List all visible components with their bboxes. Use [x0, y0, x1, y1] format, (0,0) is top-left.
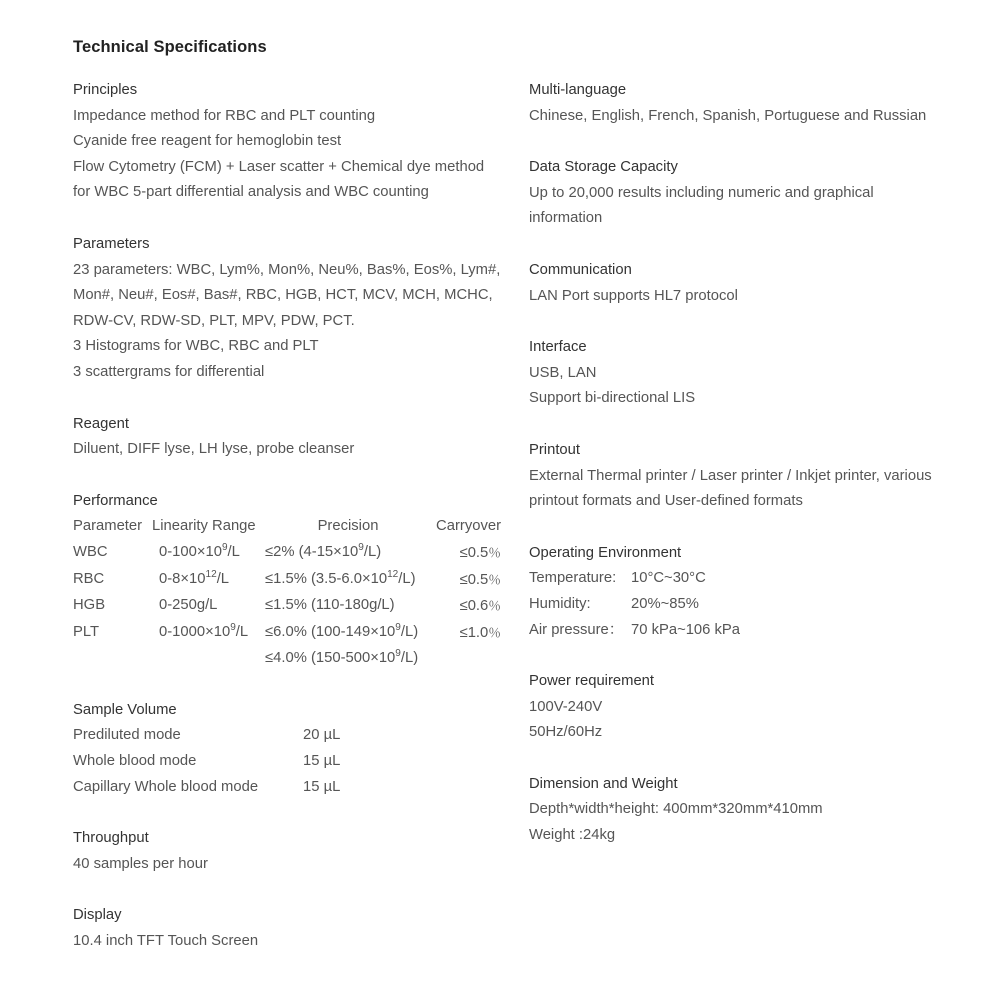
- section-performance: [73, 489, 513, 672]
- cell-linearity-range: 0-250g/L: [159, 597, 218, 614]
- section-heading-multi-language: Multi-language: [529, 82, 627, 98]
- section-heading-display: Display: [73, 907, 122, 924]
- cell-parameter: [73, 646, 152, 672]
- performance-table-header: [73, 514, 501, 540]
- cell-carryover: ≤1.0％: [459, 624, 501, 641]
- environment-label: Air pressure：: [529, 621, 624, 638]
- left-text-sections: [73, 78, 513, 463]
- cell-carryover: ≤0.5％: [459, 544, 501, 561]
- left-section-line: 23 parameters: WBC, Lym%, Mon%, Neu%, Bas%, Eos%, Lym#,: [73, 261, 501, 278]
- sample-volume-label: Prediluted mode: [73, 727, 181, 744]
- page-title: Technical Specifications: [73, 38, 267, 56]
- section-heading-throughput: Throughput: [73, 830, 149, 847]
- power-voltage: 100V-240V: [529, 698, 603, 715]
- table-row: [529, 592, 891, 618]
- cell-parameter: HGB: [73, 597, 106, 614]
- cell-linearity-range: $0-8\times 10^{12}/L$: [159, 568, 230, 587]
- left-section-line: Flow Cytometry (FCM) + Laser scatter + Chemical dye method: [73, 158, 485, 175]
- left-section-line: for WBC 5-part differential analysis and WBC counting: [73, 184, 429, 201]
- sample-volume-table: [73, 723, 423, 800]
- throughput-value: 40 samples per hour: [73, 855, 208, 872]
- cell-carryover: ≤0.6％: [459, 598, 501, 615]
- section-heading-communication: Communication: [529, 261, 632, 278]
- right-section-line: LAN Port supports HL7 protocol: [529, 287, 738, 304]
- right-section-line: information: [529, 210, 603, 227]
- cell-linearity-range: [152, 646, 265, 672]
- operating-environment-table-body: [529, 566, 891, 643]
- section-heading-performance: Performance: [73, 492, 158, 509]
- column-header-carryover: Carryover: [436, 518, 501, 535]
- table-row: [73, 593, 501, 620]
- column-header-parameter: Parameter: [73, 518, 143, 535]
- section-heading-data-storage-capacity: Data Storage Capacity: [529, 159, 678, 176]
- section-heading-sample-volume: Sample Volume: [73, 701, 177, 718]
- section-printout: [529, 438, 969, 515]
- right-text-sections: [529, 78, 969, 515]
- left-column: [73, 78, 513, 981]
- sample-volume-value: 20 µL: [303, 727, 341, 744]
- section-reagent: [73, 412, 513, 463]
- section-heading-dimension-and-weight: Dimension and Weight: [529, 775, 678, 792]
- section-heading-reagent: Reagent: [73, 415, 129, 432]
- left-section-line: 3 scattergrams for differential: [73, 363, 265, 380]
- section-display: [73, 903, 513, 954]
- section-data-storage-capacity: [529, 155, 969, 232]
- left-section-line: RDW-CV, RDW-SD, PLT, MPV, PDW, PCT.: [73, 312, 355, 329]
- left-section-line: Diluent, DIFF lyse, LH lyse, probe cleanser: [73, 441, 355, 458]
- section-communication: [529, 258, 969, 309]
- sample-volume-label: Whole blood mode: [73, 753, 197, 770]
- right-section-line: Chinese, English, French, Spanish, Portuguese and Russian: [529, 107, 927, 124]
- section-sample-volume: [73, 698, 513, 800]
- table-row: [73, 723, 423, 749]
- environment-label: Temperature:: [529, 570, 617, 587]
- cell-parameter: RBC: [73, 570, 105, 587]
- cell-precision: ≤2% $(4-15\times 10^9/L)$: [265, 541, 382, 560]
- table-row: [529, 618, 891, 644]
- cell-precision: ≤1.5% $(3.5-6.0\times 10^{12}/L)$: [265, 568, 416, 587]
- section-operating-environment: [529, 541, 969, 643]
- section-heading-parameters: Parameters: [73, 235, 150, 252]
- sample-volume-label: Capillary Whole blood mode: [73, 778, 259, 795]
- right-section-line: Support bi-directional LIS: [529, 390, 696, 407]
- left-section-line: Mon#, Neu#, Eos#, Bas#, RBC, HGB, HCT, MCV, MCH, MCHC,: [73, 287, 493, 304]
- cell-carryover: [431, 646, 501, 672]
- right-section-line: Up to 20,000 results including numeric and graphical: [529, 184, 874, 201]
- environment-value: 10°C~30°C: [631, 570, 706, 587]
- table-row: [73, 567, 501, 594]
- cell-carryover: ≤0.5％: [459, 571, 501, 588]
- section-throughput: [73, 826, 513, 877]
- table-header-row: [73, 514, 501, 540]
- performance-table: [73, 514, 501, 672]
- left-section-line: Impedance method for RBC and PLT counting: [73, 107, 376, 124]
- right-section-line: printout formats and User-defined formats: [529, 493, 803, 510]
- column-header-precision: Precision: [317, 518, 379, 535]
- sample-volume-value: 15 µL: [303, 778, 341, 795]
- power-frequency: 50Hz/60Hz: [529, 724, 603, 741]
- left-section-line: Cyanide free reagent for hemoglobin test: [73, 133, 342, 150]
- section-heading-interface: Interface: [529, 339, 587, 356]
- section-dimension-and-weight: [529, 772, 969, 849]
- environment-value: 70 kPa~106 kPa: [631, 621, 741, 638]
- cell-parameter: WBC: [73, 543, 108, 560]
- cell-parameter: PLT: [73, 623, 100, 640]
- operating-environment-table: [529, 566, 891, 643]
- section-heading-power-requirement: Power requirement: [529, 673, 655, 690]
- right-column: [529, 78, 969, 875]
- section-heading-printout: Printout: [529, 441, 580, 458]
- sample-volume-value: 15 µL: [303, 753, 341, 770]
- section-power-requirement: [529, 669, 969, 746]
- performance-table-body: [73, 540, 501, 672]
- column-header-linearity-range: Linearity Range: [152, 518, 256, 535]
- section-multi-language: [529, 78, 969, 129]
- cell-linearity-range: $0-1000\times 10^9/L$: [159, 621, 249, 640]
- sample-volume-table-body: [73, 723, 423, 800]
- environment-value: 20%~85%: [631, 595, 699, 612]
- table-row: [529, 566, 891, 592]
- section-principles: [73, 78, 513, 206]
- table-row: [73, 620, 501, 647]
- weight-value: Weight :24kg: [529, 827, 616, 844]
- section-heading-operating-environment: Operating Environment: [529, 544, 682, 561]
- display-value: 10.4 inch TFT Touch Screen: [73, 933, 259, 950]
- table-row: [73, 540, 501, 567]
- table-row: [73, 646, 501, 672]
- section-heading-principles: Principles: [73, 82, 138, 98]
- cell-precision: ≤1.5% (110-180g/L): [265, 597, 395, 614]
- dimension-value: Depth*width*height: 400mm*320mm*410mm: [529, 801, 823, 818]
- right-section-line: External Thermal printer / Laser printer / Inkjet printer, various: [529, 467, 932, 484]
- cell-precision: ≤6.0% $(100-149\times 10^9/L)$: [265, 621, 419, 640]
- cell-linearity-range: $0-100\times 10^9/L$: [159, 541, 240, 560]
- section-interface: [529, 335, 969, 412]
- table-row: [73, 775, 423, 801]
- table-row: [73, 749, 423, 775]
- cell-precision: ≤4.0% $(150-500\times 10^9/L)$: [265, 648, 419, 667]
- environment-label: Humidity:: [529, 595, 591, 612]
- right-section-line: USB, LAN: [529, 364, 597, 381]
- left-section-line: 3 Histograms for WBC, RBC and PLT: [73, 338, 319, 355]
- section-parameters: [73, 232, 513, 386]
